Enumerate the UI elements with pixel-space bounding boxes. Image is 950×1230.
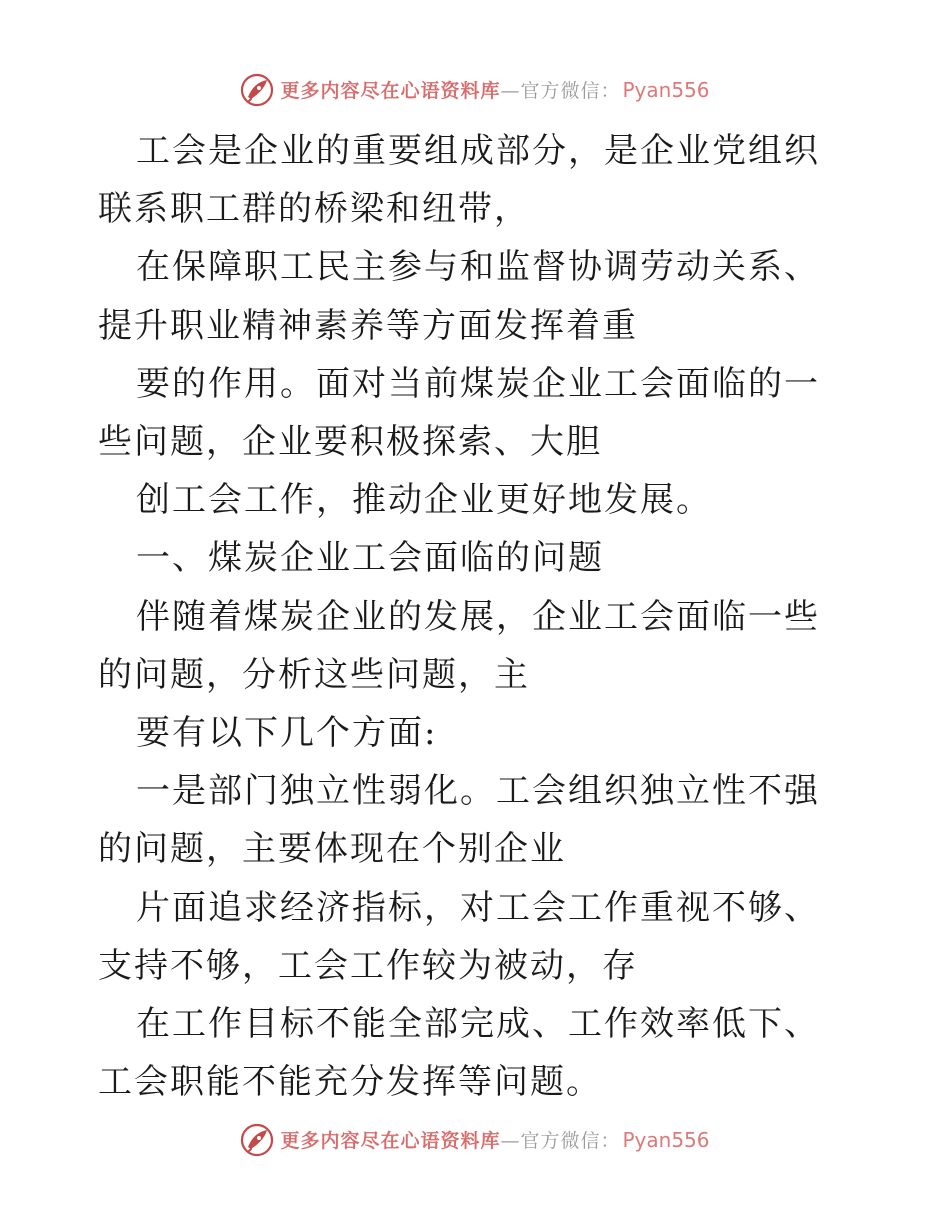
paragraph: 创工会工作，推动企业更好地发展。 — [136, 480, 712, 521]
header-dash: — — [500, 79, 521, 102]
section-heading: 一、煤炭企业工会面临的问题 — [136, 538, 604, 579]
document-body — [98, 122, 850, 1111]
header-banner — [0, 70, 950, 110]
paragraph: 在保障职工民主参与和监督协调劳动关系、提升职业精神素养等方面发挥着重 — [98, 247, 820, 346]
pen-nib-logo-icon — [240, 1123, 274, 1157]
footer-banner — [0, 1120, 950, 1160]
footer-dash: — — [500, 1129, 521, 1152]
paragraph: 要有以下几个方面: — [136, 713, 438, 754]
paragraph: 伴随着煤炭企业的发展，企业工会面临一些的问题，分析这些问题，主 — [98, 596, 820, 695]
pen-nib-logo-icon — [240, 73, 274, 107]
footer-wechat-label: 官方微信： — [520, 1129, 621, 1152]
paragraph: 在工作目标不能全部完成、工作效率低下、工会职能不能充分发挥等问题。 — [98, 1004, 820, 1103]
footer-wechat-id: Pyan556 — [622, 1127, 710, 1152]
footer-banner-text — [280, 1127, 710, 1152]
footer-site-name: 更多内容尽在心语资料库 — [280, 1129, 501, 1152]
paragraph: 要的作用。面对当前煤炭企业工会面临的一些问题，企业要积极探索、大胆 — [98, 363, 820, 463]
paragraph: 工会是企业的重要组成部分，是企业党组织联系职工群的桥梁和纽带， — [98, 131, 820, 230]
header-site-name: 更多内容尽在心语资料库 — [280, 79, 501, 102]
paragraph: 一是部门独立性弱化。工会组织独立性不强的问题，主要体现在个别企业 — [98, 771, 820, 870]
paragraph: 片面追求经济指标，对工会工作重视不够、支持不够，工会工作较为被动，存 — [98, 887, 820, 986]
header-wechat-label: 官方微信： — [520, 79, 621, 102]
header-banner-text — [280, 77, 710, 102]
header-wechat-id: Pyan556 — [622, 77, 710, 102]
